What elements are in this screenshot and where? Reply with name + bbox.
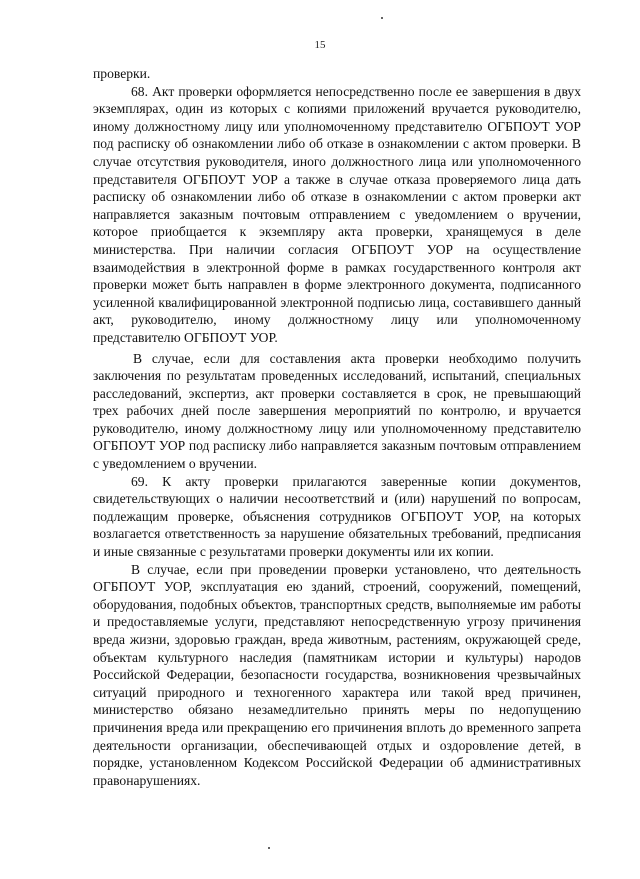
paragraph-69: 69. К акту проверки прилагаются заверенные копии документов, свидетельствующих о наличии несоответствий и (или) нарушений по вопросам, подлежащим проверке, объяснения сотрудников ОГБПОУТ УОР, на которых возлагается ответственность за нарушение обязательных требований, предписания и иные связанные с результатами проверки документы или их копии.: [93, 473, 581, 560]
paragraph-68: 68. Акт проверки оформляется непосредственно после ее завершения в двух экземплярах, один из которых с копиями приложений вручается руководителю, иному должностному лицу или уполномоченному представителю ОГБПОУТ УОР под расписку об ознакомлении либо об отказе в ознакомлении с актом проверки. В случае отсутствия руководителя, иного должностного лица или уполномоченного представителя ОГБПОУТ УОР а также в случае отказа проверяемого лица дать расписку об ознакомлении либо об отказе в ознакомлении с актом проверки акт направляется заказным почтовым отправлением с уведомлением о вручении, которое приобщается к экземпляру акта проверки, хранящемуся в деле министерства. При наличии согласия ОГБПОУТ УОР на осуществление взаимодействия в электронной форме в рамках государственного контроля акт проверки может быть направлен в форме электронного документа, подписанного усиленной квалифицированной электронной подписью лица, составившего данный акт, руководителю, иному должностному лицу или уполномоченному представителю ОГБПОУТ УОР.: [93, 83, 581, 345]
scan-artifact-bottom: [268, 847, 270, 849]
paragraph-69-threat: В случае, если при проведении проверки установлено, что деятельность ОГБПОУТ УОР, эксплуатация ею зданий, строений, сооружений, помещений, оборудования, подобных объектов, транспортных средств, выполняемые им работы и предоставляемые услуги, представляют непосредственную угрозу причинения вреда жизни, здоровью граждан, вреда животным, растениям, окружающей среде, объектам культурного наследия (памятникам истории и культуры) народов Российской Федерации, безопасности государства, возникновения чрезвычайных ситуаций природного и техногенного характера или такой вред причинен, министерство обязано незамедлительно принять меры по недопущению причинения вреда или прекращению его причинения вплоть до временного запрета деятельности организации, обеспечивающей отдых и оздоровление детей, в порядке, установленном Кодексом Российской Федерации об административных правонарушениях.: [93, 561, 581, 788]
page-number: 15: [314, 39, 326, 51]
paragraph-68-conclusions: В случае, если для составления акта проверки необходимо получить заключения по результатам проведенных исследований, испытаний, специальных расследований, экспертиз, акт проверки составляется в срок, не превышающий трех рабочих дней после завершения мероприятий по контролю, и вручается руководителю, иному должностному лицу или уполномоченному представителю ОГБПОУТ УОР под расписку либо направляется заказным почтовым отправлением с уведомлением о вручении.: [93, 350, 581, 472]
document-body: [93, 65, 581, 789]
paragraph-continuation: проверки.: [93, 66, 151, 81]
scan-artifact-top: [381, 17, 383, 19]
